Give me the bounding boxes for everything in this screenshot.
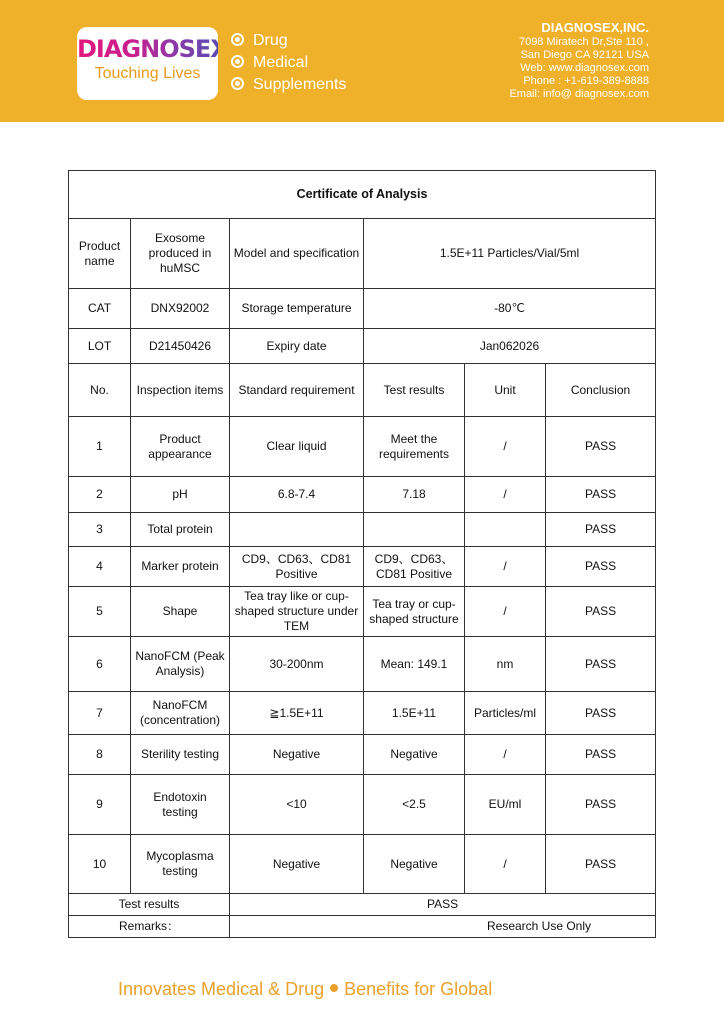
row-no: 1	[69, 417, 131, 477]
row-result: Negative	[364, 835, 465, 894]
test-results-value: PASS	[230, 894, 656, 916]
row-item: pH	[131, 477, 230, 513]
row-no: 2	[69, 477, 131, 513]
model-label: Model and specification	[230, 219, 364, 289]
column-header-no: No.	[69, 364, 131, 417]
row-item: Endotoxin testing	[131, 775, 230, 835]
row-conclusion: PASS	[546, 587, 656, 637]
logo-wordmark: DIAGNOSEX	[77, 35, 228, 63]
row-result: CD9、CD63、CD81 Positive	[364, 547, 465, 587]
column-header-inspection-items: Inspection items	[131, 364, 230, 417]
category-label: Medical	[253, 54, 309, 71]
row-item: Sterility testing	[131, 735, 230, 775]
row-result: Tea tray or cup-shaped structure	[364, 587, 465, 637]
row-item: Product appearance	[131, 417, 230, 477]
row-standard: Negative	[230, 835, 364, 894]
row-item: Shape	[131, 587, 230, 637]
header-banner	[0, 0, 724, 122]
footer-slogan	[118, 979, 492, 1000]
certificate-title: Certificate of Analysis	[69, 171, 656, 219]
remarks-label: Remarks：	[69, 916, 230, 938]
table-row	[69, 835, 656, 894]
row-standard: Tea tray like or cup-shaped structure under TEM	[230, 587, 364, 637]
product-name-label: Product name	[69, 219, 131, 289]
storage-label: Storage temperature	[230, 289, 364, 329]
row-unit: /	[465, 735, 546, 775]
bullet-icon	[231, 77, 244, 90]
company-phone: Phone : +1-619-389-8888	[523, 75, 649, 87]
row-unit: /	[465, 477, 546, 513]
table-row	[69, 513, 656, 547]
row-standard: ≧1.5E+11	[230, 692, 364, 735]
row-item: Marker protein	[131, 547, 230, 587]
row-no: 9	[69, 775, 131, 835]
row-result	[364, 513, 465, 547]
row-unit: /	[465, 417, 546, 477]
column-header-standard-requirement: Standard requirement	[230, 364, 364, 417]
company-contact	[509, 20, 649, 101]
table-row	[69, 587, 656, 637]
row-no: 8	[69, 735, 131, 775]
row-no: 7	[69, 692, 131, 735]
table-row	[69, 637, 656, 692]
row-result: Meet the requirements	[364, 417, 465, 477]
expiry-label: Expiry date	[230, 329, 364, 364]
row-standard: CD9、CD63、CD81 Positive	[230, 547, 364, 587]
row-conclusion: PASS	[546, 417, 656, 477]
category-list	[231, 30, 346, 96]
row-no: 3	[69, 513, 131, 547]
column-header-conclusion: Conclusion	[546, 364, 656, 417]
row-conclusion: PASS	[546, 692, 656, 735]
product-name-value: Exosome produced in huMSC	[131, 219, 230, 289]
row-no: 6	[69, 637, 131, 692]
table-row	[69, 417, 656, 477]
lot-label: LOT	[69, 329, 131, 364]
row-standard: 6.8-7.4	[230, 477, 364, 513]
model-value: 1.5E+11 Particles/Vial/5ml	[364, 219, 656, 289]
category-item-medical	[231, 52, 346, 74]
lot-value: D21450426	[131, 329, 230, 364]
row-conclusion: PASS	[546, 477, 656, 513]
bullet-icon	[330, 984, 338, 992]
row-result: 7.18	[364, 477, 465, 513]
row-result: 1.5E+11	[364, 692, 465, 735]
row-item: NanoFCM (concentration)	[131, 692, 230, 735]
remarks-value: Research Use Only	[230, 916, 656, 938]
table-row	[69, 775, 656, 835]
company-web: Web: www.diagnosex.com	[520, 62, 649, 74]
category-item-supplements	[231, 74, 346, 96]
logo-tagline: Touching Lives	[94, 65, 201, 82]
category-label: Supplements	[253, 76, 347, 93]
row-unit: nm	[465, 637, 546, 692]
row-conclusion: PASS	[546, 835, 656, 894]
row-unit: /	[465, 835, 546, 894]
row-conclusion: PASS	[546, 735, 656, 775]
category-item-drug	[231, 30, 346, 52]
column-header-test-results: Test results	[364, 364, 465, 417]
table-row	[69, 735, 656, 775]
expiry-value: Jan062026	[364, 329, 656, 364]
company-email: Email: info@ diagnosex.com	[509, 88, 649, 100]
cat-value: DNX92002	[131, 289, 230, 329]
row-no: 10	[69, 835, 131, 894]
row-unit	[465, 513, 546, 547]
certificate-table	[68, 170, 656, 938]
company-address-line-2: San Diego CA 92121 USA	[520, 49, 649, 61]
table-row	[69, 547, 656, 587]
row-standard: 30-200nm	[230, 637, 364, 692]
slogan-right: Benefits for Global	[344, 979, 493, 999]
category-label: Drug	[253, 32, 288, 49]
row-standard: Negative	[230, 735, 364, 775]
company-name: DIAGNOSEX,INC.	[541, 20, 649, 35]
column-header-unit: Unit	[465, 364, 546, 417]
company-logo	[77, 27, 228, 100]
bullet-icon	[231, 33, 244, 46]
table-row	[69, 692, 656, 735]
row-conclusion: PASS	[546, 775, 656, 835]
row-result: Negative	[364, 735, 465, 775]
cat-label: CAT	[69, 289, 131, 329]
row-standard: <10	[230, 775, 364, 835]
table-row	[69, 477, 656, 513]
row-unit: EU/ml	[465, 775, 546, 835]
row-unit: /	[465, 587, 546, 637]
row-unit: Particles/ml	[465, 692, 546, 735]
row-standard: Clear liquid	[230, 417, 364, 477]
row-result: Mean: 149.1	[364, 637, 465, 692]
company-address-line-1: 7098 Miratech Dr,Ste 110 ,	[518, 36, 649, 48]
test-results-label: Test results	[69, 894, 230, 916]
row-standard	[230, 513, 364, 547]
row-item: NanoFCM (Peak Analysis)	[131, 637, 230, 692]
row-conclusion: PASS	[546, 547, 656, 587]
row-result: <2.5	[364, 775, 465, 835]
bullet-icon	[231, 55, 244, 68]
row-no: 4	[69, 547, 131, 587]
row-conclusion: PASS	[546, 637, 656, 692]
row-item: Total protein	[131, 513, 230, 547]
slogan-left: Innovates Medical & Drug	[118, 979, 325, 999]
row-no: 5	[69, 587, 131, 637]
row-conclusion: PASS	[546, 513, 656, 547]
row-unit: /	[465, 547, 546, 587]
storage-value: -80℃	[364, 289, 656, 329]
row-item: Mycoplasma testing	[131, 835, 230, 894]
